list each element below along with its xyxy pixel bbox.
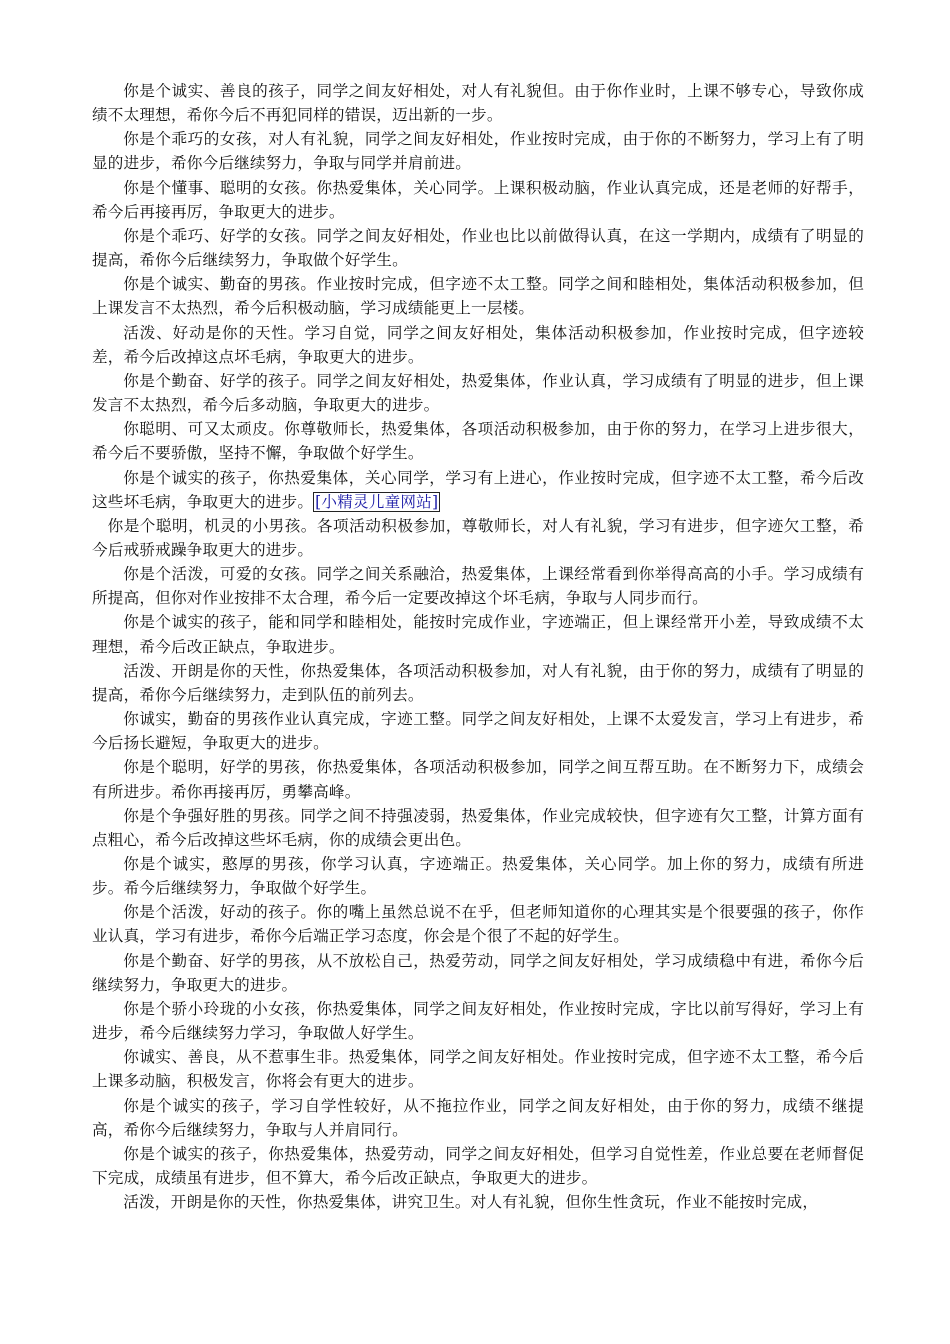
comment-paragraph-11: 你是个活泼，可爱的女孩。同学之间关系融洽，热爱集体，上课经常看到你举得高高的小手。学习成绩有所提高，但你对作业按排不太合理，希今后一定要改掉这个坏毛病，争取与人同步而行。: [92, 565, 864, 608]
comment-paragraph-23: 你是个诚实的孩子，你热爱集体，热爱劳动，同学之间友好相处，但学习自觉性差，作业总要在老师督促下完成，成绩虽有进步，但不算大，希今后改正缺点，争取更大的进步。: [92, 1144, 864, 1188]
comment-paragraph-1: 你是个诚实、善良的孩子，同学之间友好相处，对人有礼貌但。由于你作业时，上课不够专心，导致你成绩不太理想，希你今后不再犯同样的错误，迈出新的一步。: [92, 82, 864, 125]
comment-paragraph-13: 活泼、开朗是你的天性，你热爱集体，各项活动积极参加，对人有礼貌，由于你的努力，成绩有了明显的提高，希你今后继续努力，走到队伍的前列去。: [92, 661, 864, 704]
comment-paragraph-19: 你是个勤奋、好学的男孩，从不放松自己，热爱劳动，同学之间友好相处，学习成绩稳中有进，希你今后继续努力，争取更大的进步。: [92, 951, 864, 994]
comment-paragraph-4: 你是个乖巧、好学的女孩。同学之间友好相处，作业也比以前做得认真，在这一学期内，成绩有了明显的提高，希你今后继续努力，争取做个好学生。: [92, 226, 864, 270]
comment-paragraph-7: 你是个勤奋、好学的孩子。同学之间友好相处，热爱集体，作业认真，学习成绩有了明显的进步，但上课发言不太热烈，希今后多动脑，争取更大的进步。: [92, 371, 864, 415]
document-body: [92, 79, 864, 1214]
comment-paragraph-12: 你是个诚实的孩子，能和同学和睦相处，能按时完成作业，字迹端正，但上课经常开小差，导致成绩不太理想，希今后改正缺点，争取进步。: [92, 613, 864, 656]
comment-paragraph-16: 你是个争强好胜的男孩。同学之间不持强凌弱，热爱集体，作业完成较快，但字迹有欠工整，计算方面有点粗心，希今后改掉这些坏毛病，你的成绩会更出色。: [92, 806, 864, 849]
comment-paragraph-15: 你是个聪明，好学的男孩，你热爱集体，各项活动积极参加，同学之间互帮互助。在不断努力下，成绩会有所进步。希你再接再厉，勇攀高峰。: [92, 758, 864, 801]
comment-paragraph-22: 你是个诚实的孩子，学习自学性较好，从不拖拉作业，同学之间友好相处，由于你的努力，成绩不继提高，希你今后继续努力，争取与人并肩同行。: [92, 1096, 864, 1139]
comment-paragraph-14: 你诚实，勤奋的男孩作业认真完成，字迹工整。同学之间友好相处，上课不太爱发言，学习上有进步，希今后扬长避短，争取更大的进步。: [92, 710, 864, 753]
comment-paragraph-8: 你聪明、可又太顽皮。你尊敬师长，热爱集体，各项活动积极参加，由于你的努力，在学习上进步很大，希今后不要骄傲，坚持不懈，争取做个好学生。: [92, 420, 864, 463]
comment-paragraph-9-text: 你是个诚实的孩子，你热爱集体，关心同学，学习有上进心，作业按时完成，但字迹不太工整，希今后改这些坏毛病，争取更大的进步。: [92, 468, 864, 511]
comment-paragraph-2: 你是个乖巧的女孩，对人有礼貌，同学之间友好相处，作业按时完成，由于你的不断努力，学习上有了明显的进步，希你今后继续努力，争取与同学并肩前进。: [92, 130, 864, 173]
comment-paragraph-20: 你是个骄小玲珑的小女孩，你热爱集体，同学之间友好相处，作业按时完成，字比以前写得好，学习上有进步，希今后继续努力学习，争取做人好学生。: [92, 999, 864, 1043]
comment-paragraph-9: [92, 466, 864, 514]
comment-paragraph-21: 你诚实、善良，从不惹事生非。热爱集体，同学之间友好相处。作业按时完成，但字迹不太工整，希今后上课多动脑，积极发言，你将会有更大的进步。: [92, 1048, 864, 1091]
comment-paragraph-17: 你是个诚实，憨厚的男孩，你学习认真，字迹端正。热爱集体，关心同学。加上你的努力，成绩有所进步。希今后继续努力，争取做个好学生。: [92, 855, 864, 898]
comment-paragraph-3: 你是个懂事、聪明的女孩。你热爱集体，关心同学。上课积极动脑，作业认真完成，还是老师的好帮手，希今后再接再厉，争取更大的进步。: [92, 178, 864, 221]
comment-paragraph-10: 你是个聪明，机灵的小男孩。各项活动积极参加，尊敬师长，对人有礼貌，学习有进步，但字迹欠工整，希今后戒骄戒躁争取更大的进步。: [92, 516, 864, 559]
comment-paragraph-6: 活泼、好动是你的天性。学习自觉，同学之间友好相处，集体活动积极参加，作业按时完成，但字迹较差，希今后改掉这点坏毛病，争取更大的进步。: [92, 323, 864, 366]
comment-paragraph-24: 活泼，开朗是你的天性，你热爱集体，讲究卫生。对人有礼貌，但你生性贪玩，作业不能按时完成，: [123, 1193, 819, 1212]
comment-paragraph-18: 你是个活泼，好动的孩子。你的嘴上虽然总说不在乎，但老师知道你的心理其实是个很要强的孩子，你作业认真，学习有进步，希你今后端正学习态度，你会是个很了不起的好学生。: [92, 903, 864, 946]
site-link[interactable]: [小精灵儿童网站]: [315, 492, 439, 511]
comment-paragraph-5: 你是个诚实、勤奋的男孩。作业按时完成，但字迹不太工整。同学之间和睦相处，集体活动积极参加，但上课发言不太热烈，希今后积极动脑，学习成绩能更上一层楼。: [92, 275, 864, 318]
